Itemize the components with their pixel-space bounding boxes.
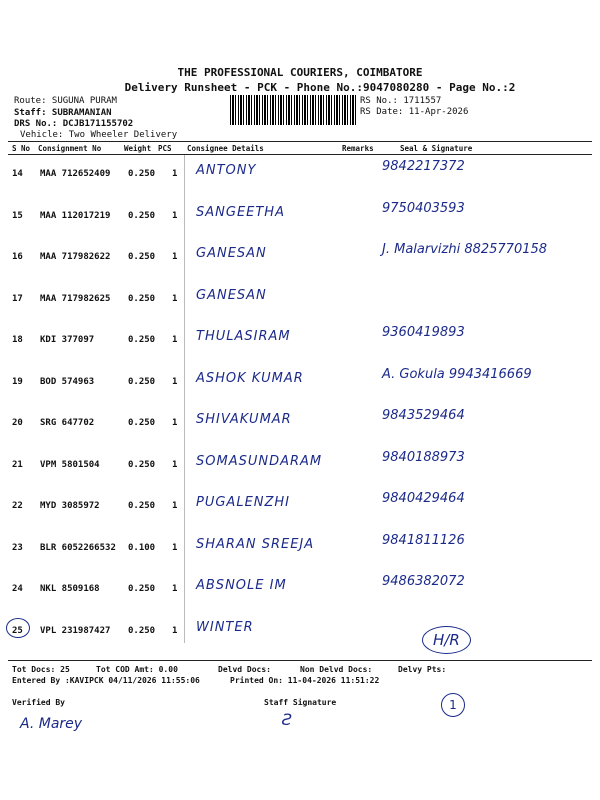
row-sno: 24 <box>12 584 23 594</box>
row-sno: 17 <box>12 293 23 304</box>
col-remarks: Remarks <box>342 144 374 153</box>
row-consignment: VPM 5801504 <box>40 459 100 470</box>
row-pcs: 1 <box>172 459 178 470</box>
row-sno: 22 <box>12 501 23 511</box>
seal-signature-handwritten: 9486382072 <box>382 574 465 589</box>
row-sno: 21 <box>12 459 23 470</box>
row-consignment: SRG 647702 <box>40 418 95 428</box>
seal-signature-handwritten: J. Malarvizhi 8825770158 <box>382 242 548 257</box>
drs-label: DRS No.: DCJB171155702 <box>14 119 134 129</box>
route-label: Route: SUGUNA PURAM <box>14 96 117 106</box>
consignee-handwritten: PUGALENZHI <box>196 495 291 510</box>
delvd-docs: Delvd Docs: <box>218 665 271 674</box>
seal-signature-handwritten: 9750403593 <box>382 200 465 216</box>
tot-docs: Tot Docs: 25 <box>12 665 70 674</box>
row-weight: 0.250 <box>128 418 156 428</box>
row-consignment: MAA 112017219 <box>40 210 111 221</box>
runsheet-subtitle: Delivery Runsheet - PCK - Phone No.:9047080280 - Page No.:2 <box>124 81 516 94</box>
consignee-handwritten: ABSNOLE IM <box>196 578 287 593</box>
row-weight: 0.100 <box>128 542 156 553</box>
consignee-handwritten: SANGEETHA <box>196 204 285 220</box>
row-sno: 18 <box>12 335 23 345</box>
row-pcs: 1 <box>172 376 178 387</box>
staff-signature-mark: Ƨ <box>282 710 293 729</box>
table-row <box>0 197 600 238</box>
verifier-signature: A. Marey <box>20 716 83 732</box>
row-pcs: 1 <box>172 210 178 221</box>
consignee-handwritten: SHIVAKUMAR <box>196 412 292 427</box>
row-pcs: 1 <box>172 418 178 428</box>
row-pcs: 1 <box>172 542 178 553</box>
row-consignment: VPL 231987427 <box>40 625 111 636</box>
row-weight: 0.250 <box>128 169 156 179</box>
table-row <box>0 404 600 445</box>
table-row <box>0 363 600 404</box>
row-consignment: MAA 717982622 <box>40 252 111 262</box>
seal-signature-handwritten: 9842217372 <box>382 159 465 174</box>
staff-signature-label: Staff Signature <box>264 698 337 707</box>
row-weight: 0.250 <box>128 252 156 262</box>
row-pcs: 1 <box>172 335 178 345</box>
table-row <box>0 280 600 321</box>
seal-signature-handwritten: 9840188973 <box>382 449 465 465</box>
row-sno: 19 <box>12 376 23 387</box>
row-pcs: 1 <box>172 169 178 179</box>
row-pcs: 1 <box>172 252 178 262</box>
row-pcs: 1 <box>172 625 178 636</box>
table-row <box>0 529 600 570</box>
consignee-handwritten: ASHOK KUMAR <box>196 370 304 386</box>
col-seal: Seal & Signature <box>400 144 473 153</box>
consignee-handwritten: ANTONY <box>196 163 257 178</box>
row-weight: 0.250 <box>128 501 156 511</box>
row-consignment: MAA 717982625 <box>40 293 111 304</box>
consignee-handwritten: SOMASUNDARAM <box>196 453 323 469</box>
consignee-handwritten: GANESAN <box>196 287 267 303</box>
table-top-rule <box>8 141 592 142</box>
row-consignment: BLR 6052266532 <box>40 542 116 553</box>
table-row <box>0 570 600 611</box>
col-weight: Weight <box>124 144 152 153</box>
row-sno: 20 <box>12 418 23 428</box>
row-sno: 16 <box>12 252 23 262</box>
row-sno: 25 <box>12 625 23 636</box>
col-sno: S No <box>12 144 31 153</box>
rs-date-label: RS Date: 11-Apr-2026 <box>360 107 469 117</box>
table-row <box>0 487 600 528</box>
seal-signature-handwritten: 9840429464 <box>382 491 465 506</box>
table-row <box>0 238 600 279</box>
non-delvd-docs: Non Delvd Docs: <box>300 665 373 674</box>
row-pcs: 1 <box>172 293 178 304</box>
row-sno: 15 <box>12 210 23 221</box>
row-weight: 0.250 <box>128 625 156 636</box>
consignee-handwritten: SHARAN SREEJA <box>196 536 315 552</box>
seal-signature-handwritten: 9841811126 <box>382 532 465 548</box>
delvy-pts: Delvy Pts: <box>398 665 447 674</box>
verified-by: Verified By <box>12 698 65 707</box>
row-weight: 0.250 <box>128 584 156 594</box>
row-weight: 0.250 <box>128 335 156 345</box>
row-pcs: 1 <box>172 501 178 511</box>
row-weight: 0.250 <box>128 293 156 304</box>
col-pcs: PCS <box>158 144 172 153</box>
seal-signature-handwritten: A. Gokula 9943416669 <box>382 366 532 382</box>
row-consignment: BOD 574963 <box>40 376 95 387</box>
table-row <box>0 446 600 487</box>
sno-circle-mark <box>6 618 30 638</box>
seal-signature-handwritten: 9843529464 <box>382 408 465 423</box>
vehicle-label: Vehicle: Two Wheeler Delivery <box>20 130 178 140</box>
row-consignment: NKL 8509168 <box>40 584 100 594</box>
footer-rule <box>8 660 592 661</box>
staff-label: Staff: SUBRAMANIAN <box>14 108 112 118</box>
row-consignment: MYD 3085972 <box>40 501 100 511</box>
col-consignment: Consignment No <box>38 144 102 153</box>
runsheet-title: THE PROFESSIONAL COURIERS, COIMBATORE <box>177 66 423 79</box>
consignee-handwritten: GANESAN <box>196 246 267 261</box>
printed-on: Printed On: 11-04-2026 11:51:22 <box>230 676 380 685</box>
seal-signature-handwritten: 9360419893 <box>382 325 465 340</box>
rs-no-label: RS No.: 1711557 <box>360 96 442 106</box>
table-row <box>0 321 600 362</box>
consignee-handwritten: WINTER <box>196 619 254 635</box>
row-pcs: 1 <box>172 584 178 594</box>
seal-signature-handwritten: H/R <box>422 626 471 654</box>
col-details: Consignee Details <box>187 144 264 153</box>
row-consignment: MAA 712652409 <box>40 169 111 179</box>
delvy-pts-value: 1 <box>441 693 465 717</box>
table-row <box>0 155 600 196</box>
row-weight: 0.250 <box>128 376 156 387</box>
barcode <box>230 95 358 125</box>
entered-by: Entered By :KAVIPCK 04/11/2026 11:55:06 <box>12 676 200 685</box>
table-row <box>0 612 600 653</box>
row-weight: 0.250 <box>128 210 156 221</box>
row-weight: 0.250 <box>128 459 156 470</box>
row-consignment: KDI 377097 <box>40 335 95 345</box>
consignee-handwritten: THULASIRAM <box>196 329 291 344</box>
tot-cod-amt: Tot COD Amt: 0.00 <box>96 665 178 674</box>
row-sno: 23 <box>12 542 23 553</box>
row-sno: 14 <box>12 169 23 179</box>
